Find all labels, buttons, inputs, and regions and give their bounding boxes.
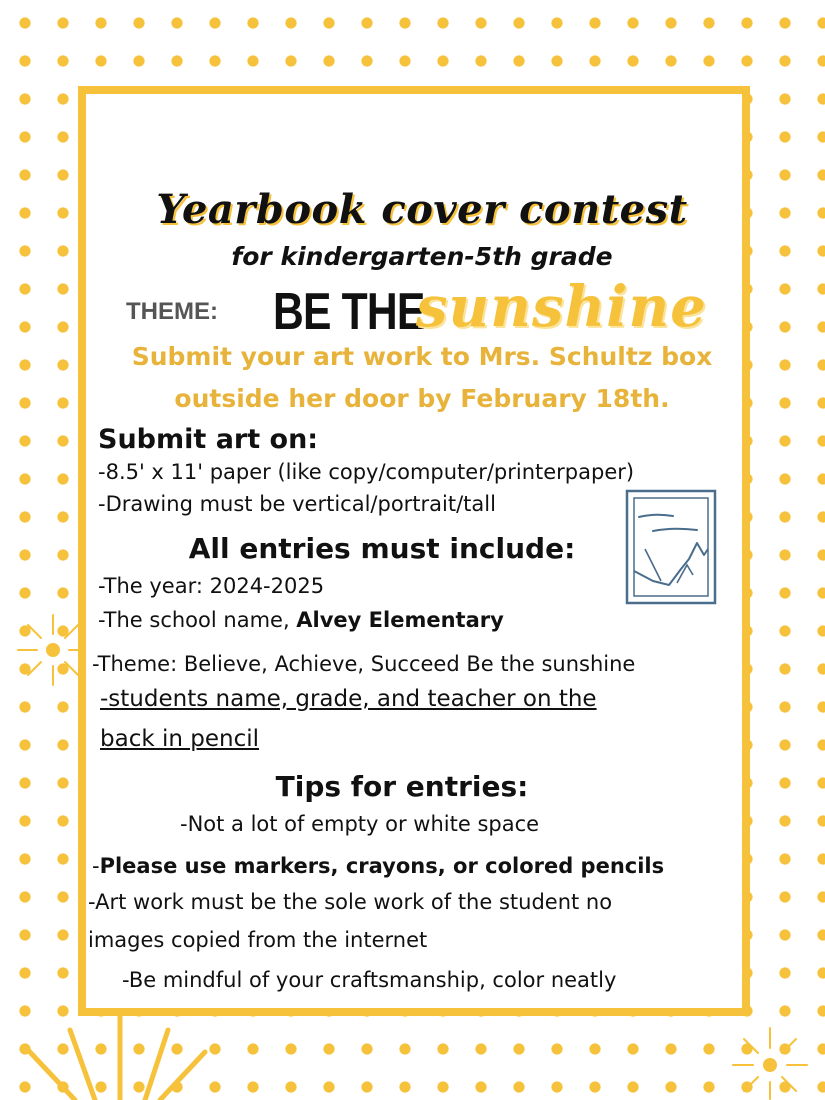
theme-item: -Theme: Believe, Achieve, Succeed Be the sunshine [92, 652, 636, 676]
theme-be-the: BE THE [273, 283, 425, 341]
poster-title: Yearbook cover contest [156, 186, 688, 233]
tip-markers: -Please use markers, crayons, or colored pencils [92, 854, 665, 878]
year-item: -The year: 2024-2025 [98, 574, 325, 598]
tip-craftsmanship: -Be mindful of your craftsmanship, color neatly [122, 968, 617, 992]
school-name: Alvey Elementary [296, 608, 504, 632]
name-grade-teacher-line2: back in pencil [100, 726, 260, 752]
poster-subtitle: for kindergarten-5th grade [231, 242, 613, 271]
theme-sunshine: sunshine [416, 274, 707, 340]
tips-heading: Tips for entries: [275, 770, 529, 803]
paper-size-item: -8.5' x 11' paper (like copy/computer/printerpaper) [98, 460, 635, 484]
orientation-item: -Drawing must be vertical/portrait/tall [98, 492, 496, 516]
entries-include-heading: All entries must include: [188, 532, 576, 565]
school-name-item: -The school name, Alvey Elementary [98, 608, 504, 632]
theme-label: THEME: [126, 298, 218, 325]
name-grade-teacher-line1: -students name, grade, and teacher on the [100, 686, 597, 712]
submit-art-on-heading: Submit art on: [98, 424, 319, 455]
tip-empty-space: -Not a lot of empty or white space [180, 812, 540, 836]
submit-instructions-line2: outside her door by February 18th. [174, 384, 670, 413]
tip-sole-work-line1: -Art work must be the sole work of the student no [88, 890, 613, 914]
submit-instructions-line1: Submit your art work to Mrs. Schultz box [131, 342, 713, 371]
landscape-drawing-icon [625, 489, 717, 605]
tip-sole-work-line2: images copied from the internet [88, 928, 428, 952]
